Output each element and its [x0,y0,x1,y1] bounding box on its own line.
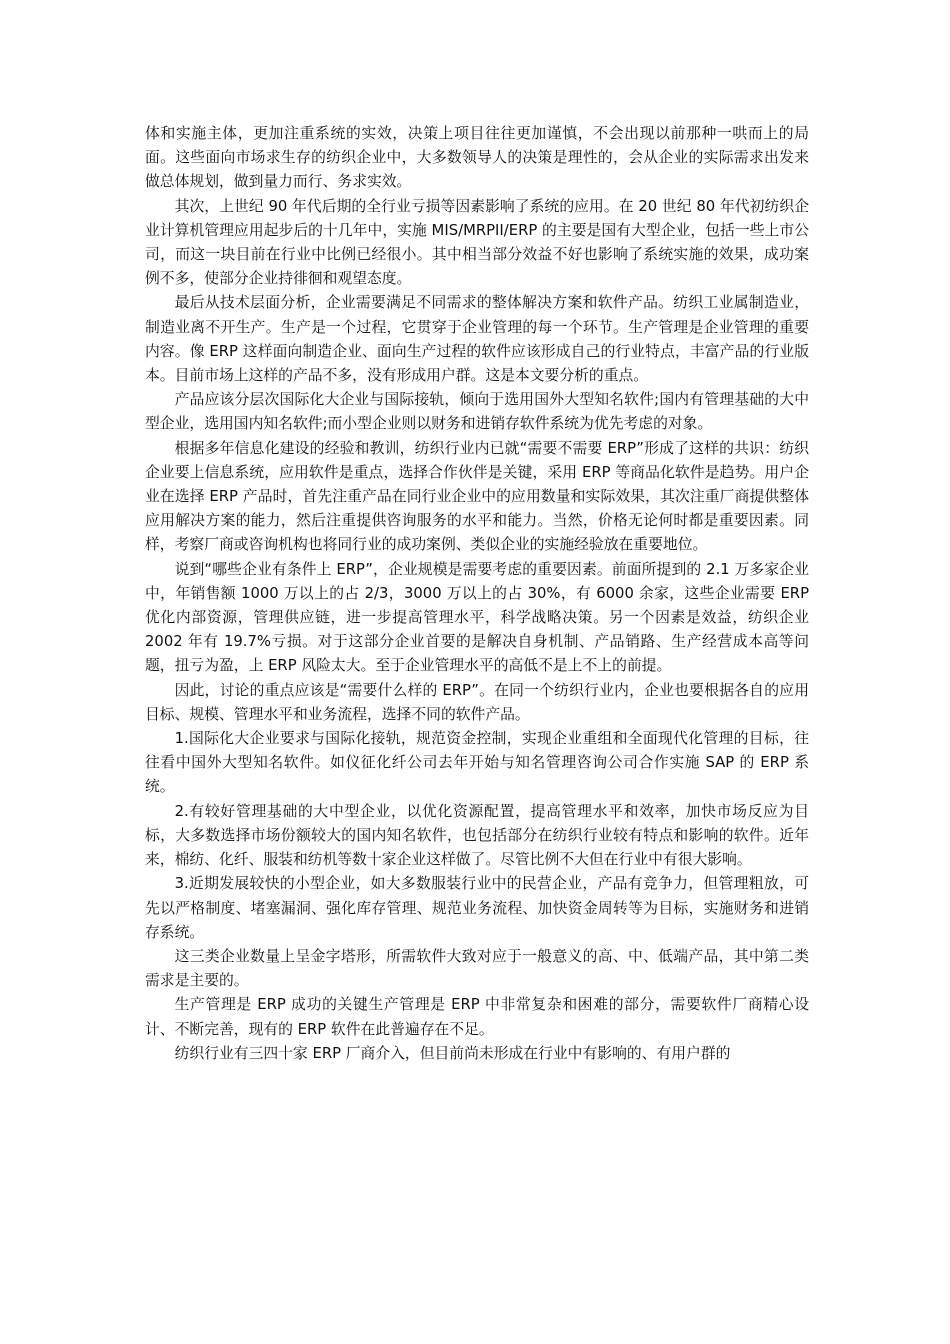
paragraph-2: 其次，上世纪 90 年代后期的全行业亏损等因素影响了系统的应用。在 20 世纪 80 年代初纺织企业计算机管理应用起步后的十几年中，实施 MIS/MRPII/ERP 的主要是国有大型企业，包括一些上市公司，而这一块目前在行业中比例已经很小。其中相当部分效益不好也影响了系统实施的效果，成功案例不多，使部分企业持徘徊和观望态度。 [145,197,809,288]
paragraph-5: 根据多年信息化建设的经验和教训，纺织行业内已就“需要不需要 ERP”形成了这样的共识：纺织企业要上信息系统，应用软件是重点，选择合作伙伴是关键，采用 ERP 等商品化软件是趋势。用户企业在选择 ERP 产品时，首先注重产品在同行业企业中的应用数量和实际效果，其次注重厂商提供整体应用解决方案的能力，然后注重提供咨询服务的水平和能力。当然，价格无论何时都是重要因素。同样，考察厂商或咨询机构也将同行业的成功案例、类似企业的实施经验放在重要地位。 [145,439,809,554]
document-page [145,122,809,1066]
paragraph-11: 这三类企业数量上呈金字塔形，所需软件大致对应于一般意义的高、中、低端产品，其中第二类需求是主要的。 [145,947,809,990]
paragraph-13: 纺织行业有三四十家 ERP 厂商介入，但目前尚未形成在行业中有影响的、有用户群的 [174,1044,731,1062]
paragraph-8: 1.国际化大企业要求与国际化接轨，规范资金控制，实现企业重组和全面现代化管理的目标，往往看中国外大型知名软件。如仪征化纤公司去年开始与知名管理咨询公司合作实施 SAP 的 ERP 系统。 [145,730,809,796]
paragraph-4: 产品应该分层次国际化大企业与国际接轨，倾向于选用国外大型知名软件;国内有管理基础的大中型企业，选用国内知名软件;而小型企业则以财务和进销存软件系统为优先考虑的对象。 [145,391,809,433]
paragraph-3: 最后从技术层面分析，企业需要满足不同需求的整体解决方案和软件产品。纺织工业属制造业，制造业离不开生产。生产是一个过程，它贯穿于企业管理的每一个环节。生产管理是企业管理的重要内容。像 ERP 这样面向制造企业、面向生产过程的软件应该形成自己的行业特点，丰富产品的行业版本。目前市场上这样的产品不多，没有形成用户群。这是本文要分析的重点。 [145,294,809,385]
paragraph-1: 体和实施主体，更加注重系统的实效，决策上项目往往更加谨慎，不会出现以前那种一哄而上的局面。这些面向市场求生存的纺织企业中，大多数领导人的决策是理性的，会从企业的实际需求出发来做总体规划，做到量力而行、务求实效。 [145,125,809,191]
paragraph-12: 生产管理是 ERP 成功的关键生产管理是 ERP 中非常复杂和困难的部分，需要软件厂商精心设计、不断完善，现有的 ERP 软件在此普遍存在不足。 [145,996,809,1038]
paragraph-9: 2.有较好管理基础的大中型企业，以优化资源配置，提高管理水平和效率，加快市场反应为目标，大多数选择市场份额较大的国内知名软件，也包括部分在纺织行业较有特点和影响的软件。近年来，棉纺、化纤、服装和纺机等数十家企业这样做了。尽管比例不大但在行业中有很大影响。 [145,802,809,869]
paragraph-6: 说到“哪些企业有条件上 ERP”，企业规模是需要考虑的重要因素。前面所提到的 2.1 万多家企业中，年销售额 1000 万以上的占 2/3，3000 万以上的占 30%，有 6000 余家，这些企业需要 ERP 优化内部资源，管理供应链，进一步提高管理水平，科学战略决策。另一个因素是效益，纺织企业 2002 年有 19.7%亏损。对于这部分企业首要的是解决自身机制、产品销路、生产经营成本高等问题，扭亏为盈，上 ERP 风险太大。至于企业管理水平的高低不是上不上的前提。 [145,560,809,675]
paragraph-7: 因此，讨论的重点应该是“需要什么样的 ERP”。在同一个纺织行业内，企业也要根据各自的应用目标、规模、管理水平和业务流程，选择不同的软件产品。 [145,681,809,723]
paragraph-10: 3.近期发展较快的小型企业，如大多数服装行业中的民营企业，产品有竞争力，但管理粗放，可先以严格制度、堵塞漏洞、强化库存管理、规范业务流程、加快资金周转等为目标，实施财务和进销存系统。 [145,875,809,941]
